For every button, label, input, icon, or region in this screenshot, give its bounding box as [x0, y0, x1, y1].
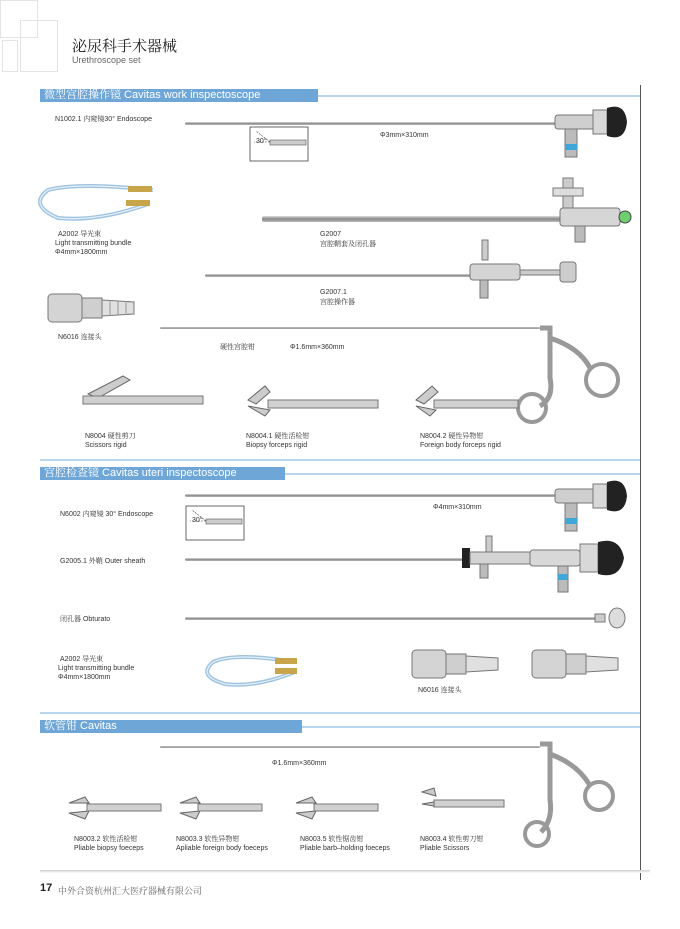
page-number: 17 — [40, 882, 53, 894]
operator-code: G2007.1 — [320, 289, 347, 296]
connector-image — [48, 290, 138, 326]
page-title: 泌尿科手术器械 — [72, 37, 178, 55]
section-title-work-inspectoscope: 微型宫腔操作镜 Cavitas work inspectoscope — [40, 89, 318, 102]
tip-flex-3-en: Pliable Scissors — [420, 845, 470, 852]
flexible-forceps-size: Φ1.6mm×360mm — [272, 760, 327, 767]
scissors-rigid-image — [78, 368, 208, 418]
rigid-forceps-rod — [160, 327, 540, 329]
connector-label: N6016 连接头 — [58, 334, 102, 341]
footer-rule — [40, 870, 650, 873]
rigid-forceps-cn: 硬性宫腔钳 — [220, 344, 255, 351]
endoscope-head-image — [555, 100, 635, 165]
outer-sheath-label: G2005.1 外鞘 Outer sheath — [60, 558, 146, 565]
section-rule — [40, 712, 640, 714]
obturator-handle-image — [595, 606, 635, 630]
bundle2-size: Φ4mm×1800mm — [58, 674, 111, 681]
angle2-label: 30° — [192, 517, 203, 524]
flexible-forceps-handle-image — [515, 740, 625, 850]
section-title-cavitas: 软管钳 Cavitas — [40, 720, 302, 733]
obturator-label: 闭孔器 Obturato — [60, 616, 111, 623]
connector2b-image — [532, 646, 622, 682]
connector2-label: N6016 连接头 — [418, 687, 462, 694]
tip-rigid-2-cn: N8004.2 硬性异物钳 — [420, 433, 484, 440]
bundle-code: A2002 导光束 — [58, 231, 102, 238]
endoscope2-rod — [185, 494, 560, 497]
tip-flex-1-cn: N8003.3 软性异物钳 — [176, 836, 240, 843]
light-bundle-cable-image — [18, 160, 158, 230]
tip-flex-2-cn: N8003.5 软性锯齿钳 — [300, 836, 364, 843]
operator-body-image — [460, 236, 590, 306]
flexible-tip-3-image — [418, 786, 508, 816]
light-bundle-cable2-image — [195, 632, 305, 692]
tip-rigid-1-cn: N8004.1 硬性活检钳 — [246, 433, 310, 440]
tip-rigid-1-en: Biopsy forceps rigid — [246, 442, 308, 449]
flexible-tip-1-image — [176, 795, 266, 821]
tip-flex-2-en: Pliable barb–holding foeceps — [300, 845, 390, 852]
bundle2-en: Light transmitting bundle — [58, 665, 135, 672]
sheath-code: G2007 — [320, 231, 342, 238]
sheath-cn: 宫腔鞘套及闭孔器 — [320, 241, 376, 248]
section-title-uteri-inspectoscope: 宫腔检查镜 Cavitas uteri inspectoscope — [40, 467, 285, 480]
bundle-size: Φ4mm×1800mm — [55, 249, 108, 256]
tip-rigid-0-cn: N8004 硬性剪刀 — [85, 433, 136, 440]
foreign-body-forceps-rigid-image — [410, 380, 520, 424]
flexible-forceps-rod — [160, 746, 540, 748]
outer-sheath-rod — [185, 558, 475, 561]
endoscope-label: N1002.1 内窥镜30° Endoscope — [55, 116, 152, 123]
angle-label: 30° — [256, 138, 267, 145]
endoscope2-label: N6002 内窥镜 30° Endoscope — [60, 511, 154, 518]
tip-flex-1-en: Apliable foreign body foeceps — [176, 845, 268, 852]
section-rule — [318, 95, 640, 97]
flexible-tip-0-image — [65, 795, 165, 821]
section-rule — [40, 459, 640, 461]
endoscope2-size: Φ4mm×310mm — [433, 504, 482, 511]
bundle-en: Light transmitting bundle — [55, 240, 132, 247]
tip-flex-3-cn: N8003.4 软性剪刀钳 — [420, 836, 484, 843]
endoscope-rod — [185, 122, 560, 125]
flexible-tip-2-image — [292, 795, 382, 821]
rigid-forceps-size: Φ1.6mm×360mm — [290, 344, 345, 351]
operator-cn: 宫腔操作器 — [320, 299, 355, 306]
page-subtitle: Urethroscope set — [72, 55, 141, 65]
operator-rod — [205, 274, 490, 277]
bundle2-code: A2002 导光束 — [60, 656, 104, 663]
connector2a-image — [412, 646, 502, 682]
obturator-rod — [185, 617, 605, 620]
sheath-rod — [262, 216, 562, 222]
tip-rigid-0-en: Scissors rigid — [85, 442, 127, 449]
company-name: 中外合资杭州汇大医疗器械有限公司 — [58, 886, 203, 896]
rigid-forceps-handle-image — [510, 318, 630, 428]
tip-rigid-2-en: Foreign body forceps rigid — [420, 442, 501, 449]
outer-sheath-body-image — [458, 530, 638, 605]
endoscope-size: Φ3mm×310mm — [380, 132, 429, 139]
tip-flex-0-en: Pliable biopsy foeceps — [74, 845, 144, 852]
biopsy-forceps-rigid-image — [240, 378, 380, 422]
tip-flex-0-cn: N8003.2 软性活检钳 — [74, 836, 138, 843]
right-divider — [640, 85, 641, 880]
section-rule — [302, 726, 640, 728]
